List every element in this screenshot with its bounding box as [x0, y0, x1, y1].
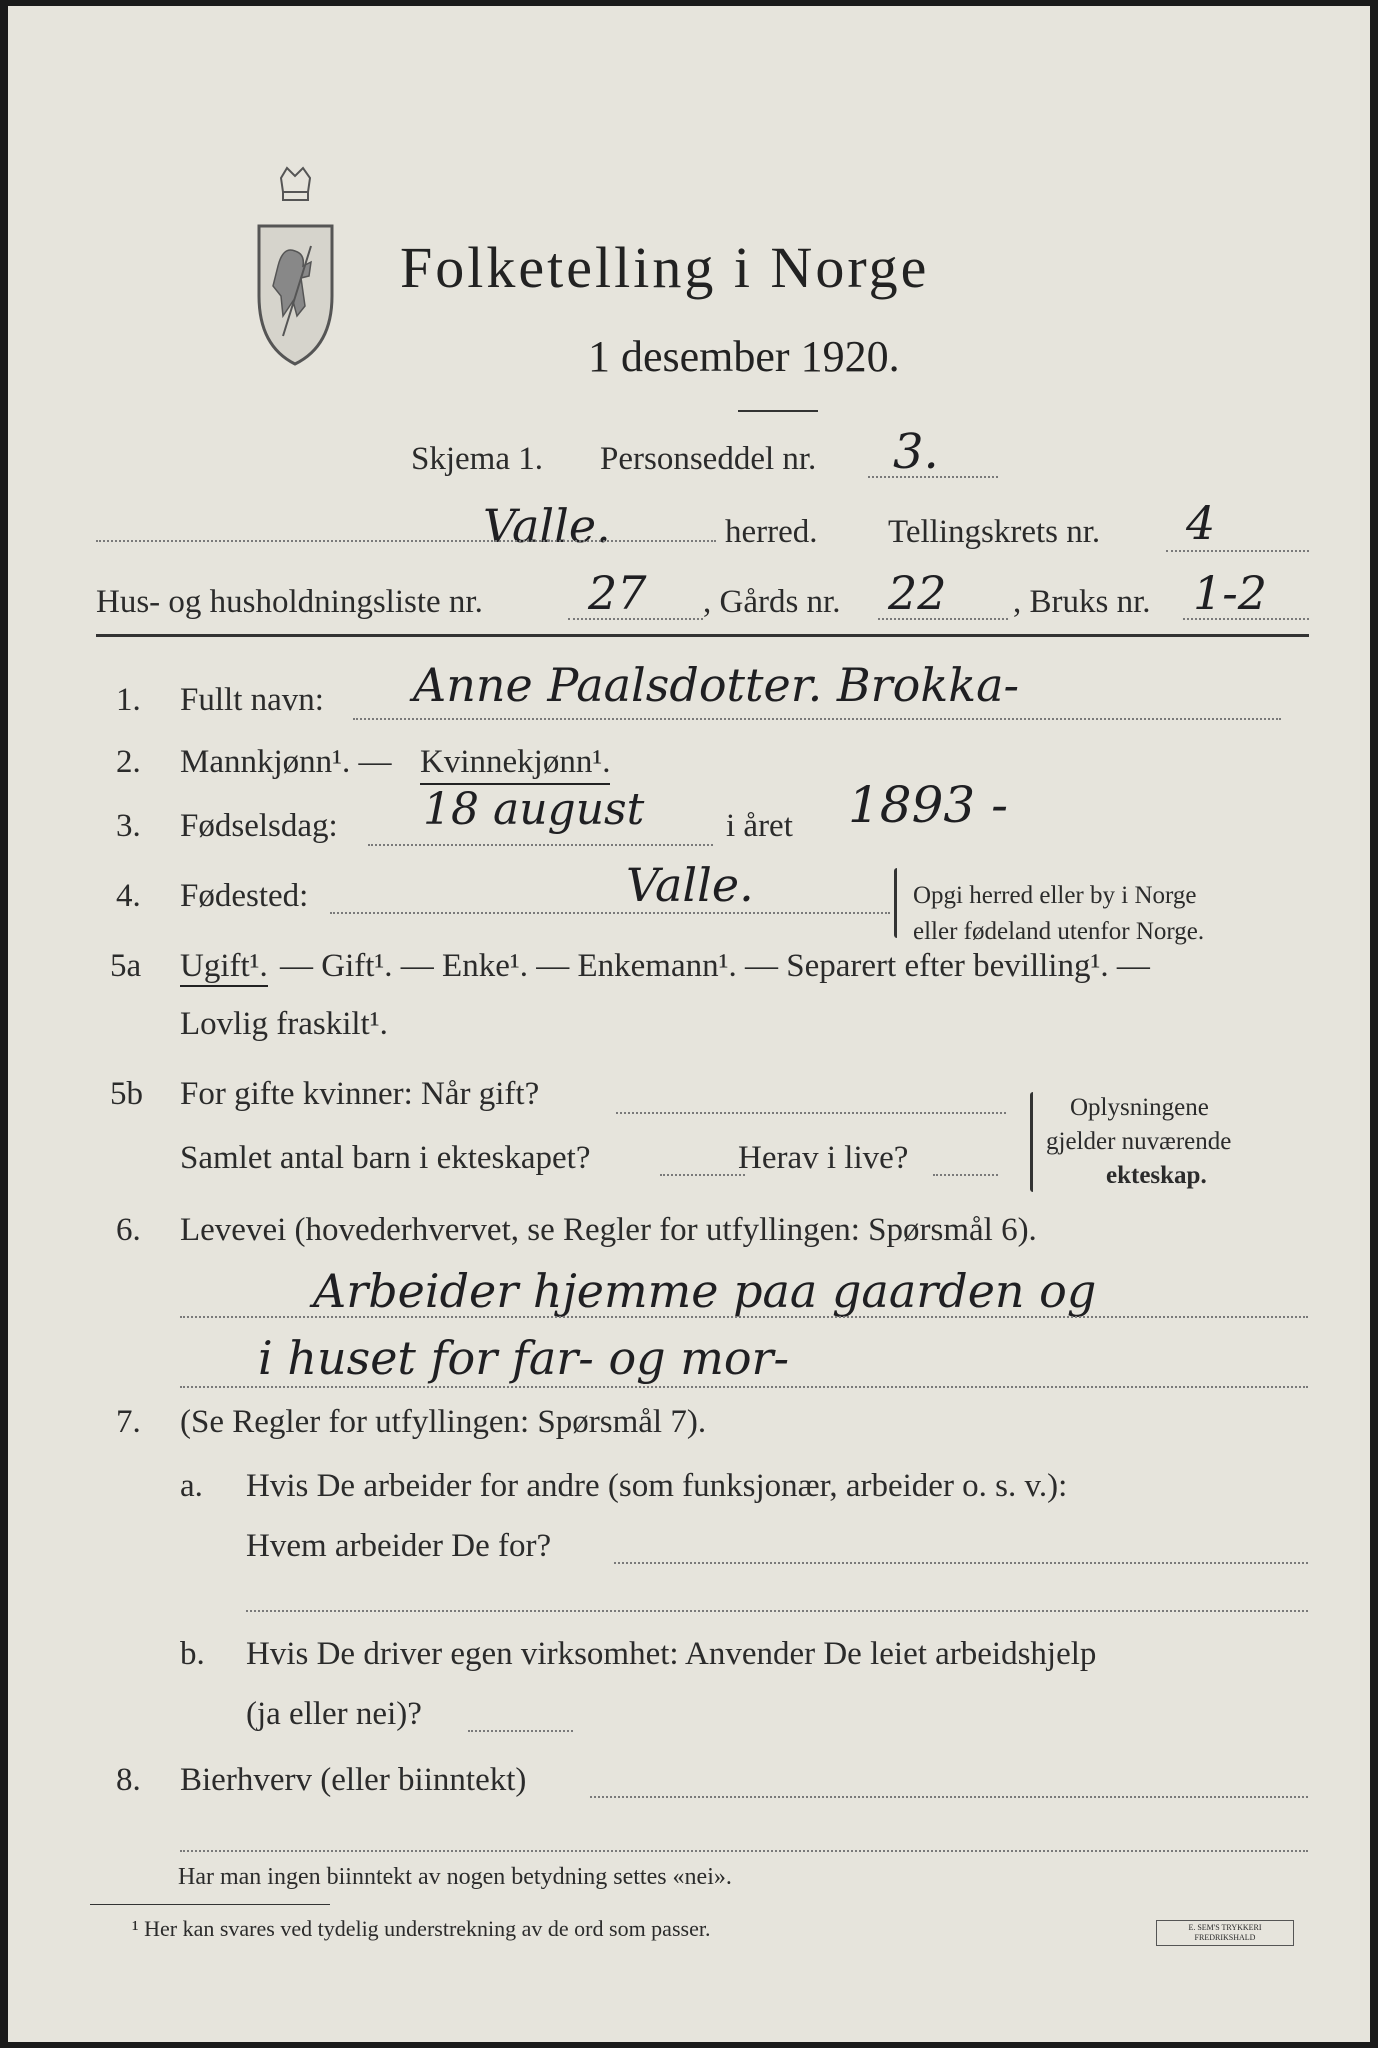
- q1-full-name: Anne Paalsdotter. Brokka-: [413, 658, 1020, 712]
- q6-occupation-line2: i huset for far- og mor-: [258, 1331, 790, 1385]
- herred-field: [96, 540, 716, 542]
- q4-note-line1: Opgi herred eller by i Norge: [913, 882, 1197, 909]
- gards-value: 22: [888, 566, 947, 620]
- personseddel-value: 3.: [893, 424, 939, 480]
- q7a-label: Hvis De arbeider for andre (som funksjonær, arbeider o. s. v.):: [246, 1468, 1068, 1504]
- biinntekt-note: Har man ingen biinntekt av nogen betydning settes «nei».: [178, 1864, 732, 1890]
- header-rule: [96, 634, 1309, 637]
- q3-label: Fødselsdag:: [180, 808, 338, 844]
- q8-number: 8.: [116, 1762, 141, 1798]
- q6-field-line2: [180, 1386, 1308, 1388]
- census-date: 1 desember 1920.: [588, 332, 900, 381]
- q5a-number: 5a: [110, 948, 142, 984]
- q5b-barn-field: [660, 1174, 745, 1176]
- gards-field: [878, 618, 1008, 620]
- q7a-extra-field: [246, 1610, 1308, 1612]
- q7a-employer-label: Hvem arbeider De for?: [246, 1528, 552, 1564]
- hus-field: [568, 618, 703, 620]
- q4-field: [330, 912, 890, 914]
- q4-label: Fødested:: [180, 878, 309, 914]
- q7b-ja-nei-label: (ja eller nei)?: [246, 1696, 422, 1732]
- q5b-note-line3: ekteskap.: [1106, 1162, 1207, 1189]
- q5b-label: For gifte kvinner: Når gift?: [180, 1076, 540, 1112]
- q5a-options: — Gift¹. — Enke¹. — Enkemann¹. — Separert efter bevilling¹. —: [280, 948, 1150, 984]
- q4-brace: [894, 868, 900, 938]
- tellingskrets-field: [1166, 550, 1309, 552]
- hus-label: Hus- og husholdningsliste nr.: [96, 584, 483, 620]
- q2-number: 2.: [116, 744, 141, 780]
- q4-number: 4.: [116, 878, 141, 914]
- q7-label: (Se Regler for utfyllingen: Spørsmål 7).: [180, 1404, 707, 1440]
- norway-coat-of-arms-icon: [253, 166, 338, 366]
- footnote-rule: [90, 1904, 330, 1905]
- schema-label: Skjema 1.: [411, 441, 543, 477]
- herred-label: herred.: [725, 514, 818, 550]
- q2-mannkjonn: Mannkjønn¹. —: [180, 744, 392, 780]
- q7a-employer-field: [614, 1562, 1308, 1564]
- q3-date-field: [368, 844, 713, 846]
- q2-kvinnekjonn-underlined: Kvinnekjønn¹.: [420, 744, 610, 785]
- bruks-value: 1-2: [1193, 566, 1268, 620]
- q6-field-line1: [180, 1316, 1308, 1318]
- q3-number: 3.: [116, 808, 141, 844]
- form-title: Folketelling i Norge: [400, 235, 930, 300]
- q5b-number: 5b: [110, 1076, 143, 1112]
- q3-birth-year: 1893 -: [848, 776, 1009, 834]
- personseddel-label: Personseddel nr.: [600, 441, 817, 477]
- hus-value: 27: [588, 566, 647, 620]
- q7-number: 7.: [116, 1404, 141, 1440]
- q7b-letter: b.: [180, 1636, 205, 1672]
- q1-field: [353, 718, 1281, 720]
- q5b-gift-field: [616, 1112, 1006, 1114]
- q8-field: [590, 1796, 1308, 1798]
- title-divider: [738, 410, 818, 412]
- q5a-lovlig-fraskilt: Lovlig fraskilt¹.: [180, 1006, 388, 1042]
- census-form-page: [8, 6, 1370, 2042]
- bruks-field: [1183, 618, 1309, 620]
- q8-extra-field: [180, 1850, 1308, 1852]
- printer-stamp: E. SEM'S TRYKKERI FREDRIKSHALD: [1156, 1920, 1294, 1946]
- footnote: ¹ Her kan svares ved tydelig understrekning av de ord som passer.: [132, 1916, 711, 1941]
- q5b-barn-label: Samlet antal barn i ekteskapet?: [180, 1140, 591, 1176]
- q7a-letter: a.: [180, 1468, 203, 1504]
- q1-label: Fullt navn:: [180, 682, 324, 718]
- q4-birthplace: Valle.: [626, 858, 754, 912]
- q6-label: Levevei (hovederhvervet, se Regler for utfyllingen: Spørsmål 6).: [180, 1212, 1037, 1248]
- q3-year-label: i året: [726, 808, 793, 844]
- herred-value: Valle.: [483, 499, 611, 553]
- bruks-label: , Bruks nr.: [1013, 584, 1151, 620]
- q6-number: 6.: [116, 1212, 141, 1248]
- q7b-field: [468, 1730, 573, 1732]
- q5b-brace: [1030, 1092, 1036, 1192]
- gards-label: , Gårds nr.: [703, 584, 841, 620]
- q5b-live-field: [933, 1174, 998, 1176]
- tellingskrets-value: 4: [1186, 496, 1216, 550]
- q5b-note-line2: gjelder nuværende: [1046, 1128, 1232, 1155]
- personseddel-field: [868, 476, 998, 478]
- tellingskrets-label: Tellingskrets nr.: [888, 514, 1101, 550]
- q5b-note-line1: Oplysningene: [1070, 1094, 1209, 1121]
- q6-occupation-line1: Arbeider hjemme paa gaarden og: [313, 1264, 1097, 1318]
- q5a-ugift-underlined: Ugift¹.: [180, 948, 268, 987]
- q4-note-line2: eller fødeland utenfor Norge.: [913, 918, 1205, 945]
- q3-birthdate: 18 august: [423, 784, 645, 835]
- q7b-label: Hvis De driver egen virksomhet: Anvender De leiet arbeidshjelp: [246, 1636, 1097, 1672]
- q1-number: 1.: [116, 682, 141, 718]
- q5b-live-label: Herav i live?: [738, 1140, 909, 1176]
- q8-label: Bierhverv (eller biinntekt): [180, 1762, 527, 1798]
